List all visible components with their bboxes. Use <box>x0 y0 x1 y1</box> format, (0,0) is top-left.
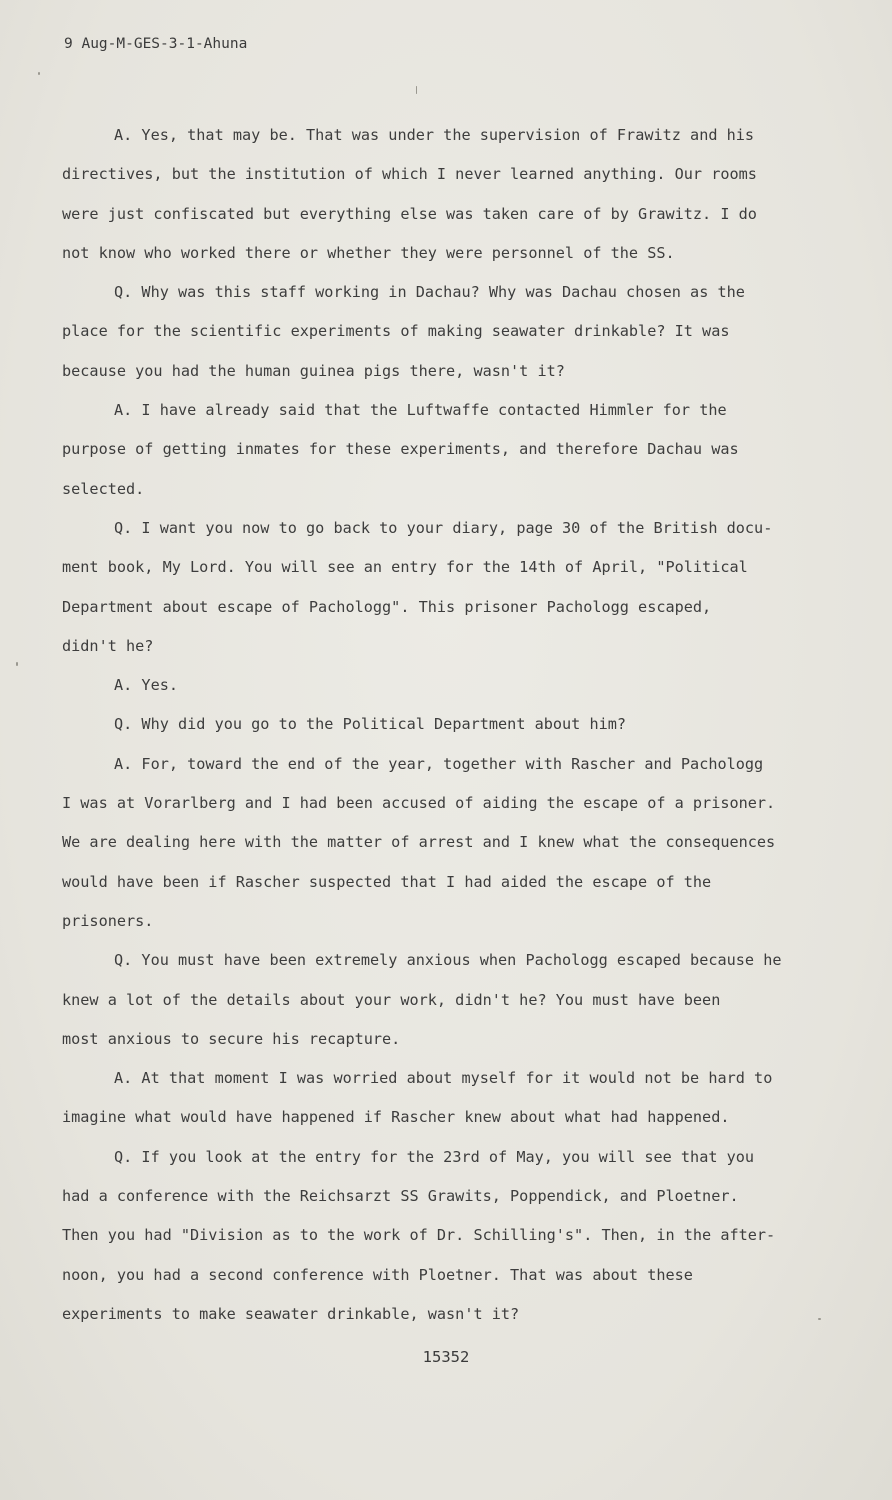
transcript-line: didn't he? <box>62 636 154 655</box>
transcript-line: noon, you had a second conference with Ploetner. That was about these <box>62 1265 693 1284</box>
transcript-line: Q. If you look at the entry for the 23rd of May, you will see that you <box>114 1147 755 1166</box>
transcript-line: Q. You must have been extremely anxious when Pachologg escaped because he <box>114 951 782 970</box>
transcript-line: not know who worked there or whether they were personnel of the SS. <box>62 243 675 262</box>
transcript-line: most anxious to secure his recapture. <box>62 1029 401 1048</box>
transcript-line: were just confiscated but everything else was taken care of by Grawitz. I do <box>62 204 757 223</box>
transcript-line: would have been if Rascher suspected that I had aided the escape of the <box>62 872 712 891</box>
transcript-line: experiments to make seawater drinkable, wasn't it? <box>62 1304 520 1323</box>
transcript-line: A. At that moment I was worried about myself for it would not be hard to <box>114 1069 773 1088</box>
transcript-line: Then you had "Division as to the work of Dr. Schilling's". Then, in the after- <box>62 1226 776 1245</box>
transcript-line: Q. I want you now to go back to your diary, page 30 of the British docu- <box>114 518 773 537</box>
transcript-line: ment book, My Lord. You will see an entry for the 14th of April, "Political <box>62 558 748 577</box>
transcript-line: place for the scientific experiments of making seawater drinkable? It was <box>62 322 730 341</box>
transcript-line: A. For, toward the end of the year, together with Rascher and Pachologg <box>114 754 764 773</box>
transcript-line: had a conference with the Reichsarzt SS Grawits, Poppendick, and Ploetner. <box>62 1187 739 1206</box>
transcript-line: Q. Why was this staff working in Dachau? Why was Dachau chosen as the <box>114 283 745 302</box>
transcript-line: prisoners. <box>62 911 154 930</box>
transcript-line: Department about escape of Pachologg". This prisoner Pachologg escaped, <box>62 597 712 616</box>
page-number: 15352 <box>422 1348 470 1366</box>
transcript-line: A. Yes. <box>114 676 179 695</box>
transcript-body <box>62 116 842 1334</box>
transcript-line: A. I have already said that the Luftwaffe contacted Himmler for the <box>114 401 727 420</box>
transcript-line: because you had the human guinea pigs there, wasn't it? <box>62 361 565 380</box>
transcript-line: selected. <box>62 479 145 498</box>
document-reference-code: 9 Aug-M-GES-3-1-Ahuna <box>64 36 248 52</box>
transcript-line: We are dealing here with the matter of arrest and I knew what the consequences <box>62 833 776 852</box>
paper-speck <box>16 662 18 666</box>
transcript-line: A. Yes, that may be. That was under the supervision of Frawitz and his <box>114 126 755 144</box>
transcript-line: Q. Why did you go to the Political Department about him? <box>114 715 627 734</box>
transcript-line: I was at Vorarlberg and I had been accused of aiding the escape of a prisoner. <box>62 794 776 813</box>
transcript-line: knew a lot of the details about your work, didn't he? You must have been <box>62 990 721 1009</box>
transcript-line: imagine what would have happened if Rascher knew about what had happened. <box>62 1108 730 1127</box>
paper-speck <box>416 86 417 94</box>
paper-speck <box>818 1318 821 1320</box>
transcript-line: directives, but the institution of which I never learned anything. Our rooms <box>62 165 757 184</box>
transcript-line: purpose of getting inmates for these experiments, and therefore Dachau was <box>62 440 739 459</box>
paper-speck <box>38 72 40 75</box>
